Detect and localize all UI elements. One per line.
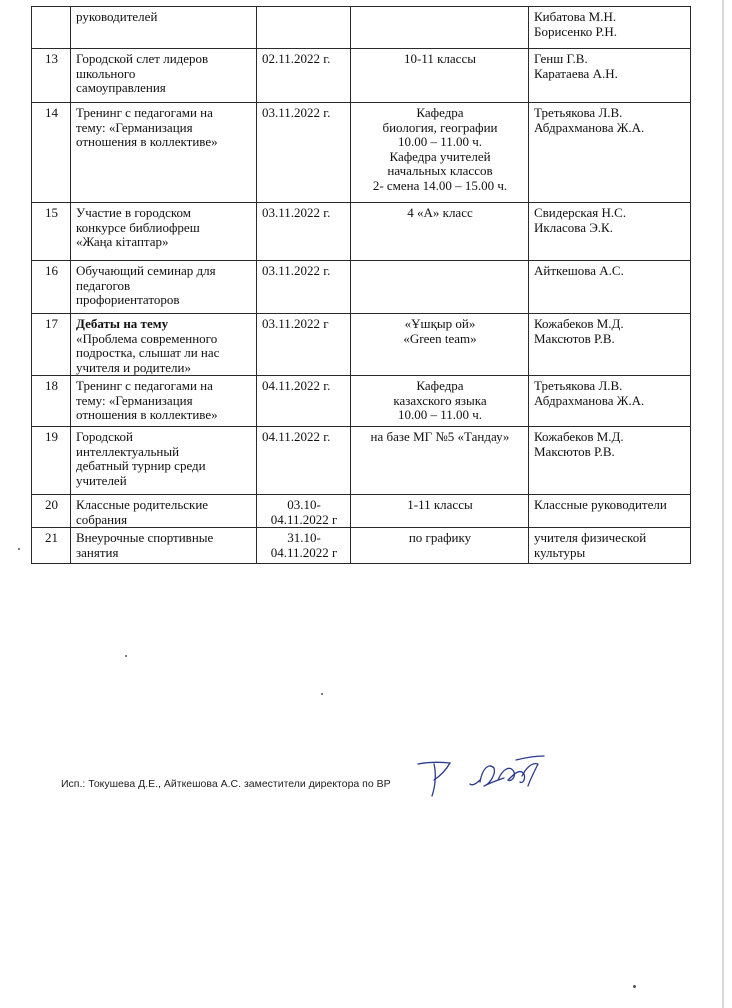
footer-executors: Исп.: Токушева Д.Е., Айткешова А.С. заместители директора по ВР xyxy=(61,778,391,790)
cell-line: руководителей xyxy=(76,9,158,24)
responsible-cell xyxy=(529,314,691,376)
cell-line: тему: «Германизация xyxy=(76,119,193,135)
cell-line: «Проблема современного xyxy=(76,330,218,346)
scan-speck xyxy=(633,985,636,988)
row-number: 19 xyxy=(32,427,71,495)
cell-line: Обучающий семинар для xyxy=(76,263,216,278)
row-number xyxy=(32,7,71,49)
row-number: 16 xyxy=(32,261,71,314)
cell-line: «Жаңа кітаптар» xyxy=(76,234,169,249)
participants-cell xyxy=(351,203,529,261)
cell-line: Свидерская Н.С. xyxy=(534,205,627,220)
participants-cell xyxy=(351,7,529,49)
responsible-cell xyxy=(529,203,691,261)
row-number: 13 xyxy=(32,49,71,103)
cell-line: 31.10- xyxy=(287,530,321,545)
cell-line: Максютов Р.В. xyxy=(534,443,615,459)
cell-line: отношения в коллективе» xyxy=(76,407,218,422)
cell-line: 1-11 классы xyxy=(407,497,473,512)
participants-cell xyxy=(351,427,529,495)
date-cell xyxy=(257,495,351,528)
scan-speck xyxy=(321,693,323,695)
participants-cell xyxy=(351,261,529,314)
event-name-cell xyxy=(71,203,257,261)
cell-line: самоуправления xyxy=(76,80,166,95)
row-number: 21 xyxy=(32,528,71,564)
cell-line: 10.00 – 11.00 ч. xyxy=(397,134,483,149)
event-name-cell xyxy=(71,528,257,564)
date-cell xyxy=(257,427,351,495)
cell-line: 04.11.2022 г. xyxy=(262,429,331,444)
cell-line: казахского языка xyxy=(393,392,487,408)
cell-line: Абдрахманова Ж.А. xyxy=(534,119,645,135)
cell-line: «Green team» xyxy=(403,330,477,346)
cell-line: Внеурочные спортивные xyxy=(76,530,214,545)
page-edge-shadow xyxy=(722,0,724,1008)
event-schedule-body xyxy=(32,7,691,564)
cell-line: учителей xyxy=(76,472,127,488)
cell-line: тему: «Германизация xyxy=(76,392,193,408)
participants-cell xyxy=(351,376,529,427)
cell-line: 03.11.2022 г. xyxy=(262,105,331,120)
row-number: 15 xyxy=(32,203,71,261)
cell-line: Айткешова А.С. xyxy=(534,263,624,278)
cell-line: 04.11.2022 г xyxy=(270,544,338,560)
cell-line: 03.10- xyxy=(287,497,321,512)
cell-line: Классные родительские xyxy=(76,497,209,512)
table-row xyxy=(32,495,691,528)
cell-line: Генш Г.В. xyxy=(534,51,588,66)
responsible-cell xyxy=(529,427,691,495)
responsible-cell xyxy=(529,7,691,49)
cell-line: 2- смена 14.00 – 15.00 ч. xyxy=(372,177,508,193)
cell-line: Кибатова М.Н. xyxy=(534,9,617,24)
event-name-cell xyxy=(71,376,257,427)
date-cell xyxy=(257,314,351,376)
cell-line: конкурсе библиофреш xyxy=(76,219,200,235)
table-row xyxy=(32,314,691,376)
cell-line: подростка, слышат ли нас xyxy=(76,345,220,360)
cell-line: на базе МГ №5 «Тандау» xyxy=(370,429,510,444)
table-row xyxy=(32,376,691,427)
cell-line: 03.11.2022 г. xyxy=(262,205,331,220)
cell-line: Городской xyxy=(76,429,133,444)
cell-line: по графику xyxy=(408,530,472,545)
date-cell xyxy=(257,528,351,564)
row-number: 17 xyxy=(32,314,71,376)
cell-line: Тренинг с педагогами на xyxy=(76,105,213,120)
handwritten-signature-icon xyxy=(410,750,560,800)
cell-line: 10-11 классы xyxy=(404,51,476,66)
cell-line: интеллектуальный xyxy=(76,443,180,459)
event-name-cell xyxy=(71,314,257,376)
cell-line: отношения в коллективе» xyxy=(76,134,218,149)
cell-line: Каратаева А.Н. xyxy=(534,65,618,81)
scan-speck xyxy=(125,655,127,657)
responsible-cell xyxy=(529,376,691,427)
cell-line: Кожабеков М.Д. xyxy=(534,429,624,444)
cell-line: Кафедра xyxy=(416,105,464,120)
table-row xyxy=(32,427,691,495)
cell-line: 10.00 – 11.00 ч. xyxy=(397,407,483,422)
cell-line: культуры xyxy=(534,544,586,560)
table-row xyxy=(32,103,691,203)
cell-line: собрания xyxy=(76,511,128,527)
cell-line: 02.11.2022 г. xyxy=(262,51,331,66)
cell-line: Икласова Э.К. xyxy=(534,219,613,235)
table-row xyxy=(32,528,691,564)
cell-line: Третьякова Л.В. xyxy=(534,105,623,120)
responsible-cell xyxy=(529,495,691,528)
cell-line: 03.11.2022 г. xyxy=(262,263,331,278)
event-name-cell xyxy=(71,261,257,314)
responsible-cell xyxy=(529,49,691,103)
cell-line: Классные руководители xyxy=(534,497,667,512)
cell-line: дебатный турнир среди xyxy=(76,458,206,473)
row-number: 14 xyxy=(32,103,71,203)
responsible-cell xyxy=(529,261,691,314)
date-cell xyxy=(257,203,351,261)
participants-cell xyxy=(351,103,529,203)
cell-line: Третьякова Л.В. xyxy=(534,378,623,393)
cell-line: 4 «А» класс xyxy=(407,205,473,220)
date-cell xyxy=(257,376,351,427)
responsible-cell xyxy=(529,528,691,564)
cell-line: учителя физической xyxy=(534,530,647,545)
participants-cell xyxy=(351,528,529,564)
row-number: 20 xyxy=(32,495,71,528)
cell-line: профориентаторов xyxy=(76,292,180,307)
table-row xyxy=(32,261,691,314)
row-number: 18 xyxy=(32,376,71,427)
cell-line: начальных классов xyxy=(387,163,493,178)
cell-line: Участие в городском xyxy=(76,205,191,220)
cell-line: занятия xyxy=(76,544,119,560)
cell-line: 04.11.2022 г xyxy=(270,511,338,527)
date-cell xyxy=(257,261,351,314)
cell-line: Кафедра учителей xyxy=(389,148,491,164)
cell-line: «Ұшқыр ой» xyxy=(404,316,476,331)
cell-line: учителя и родители» xyxy=(76,359,191,375)
event-name-cell xyxy=(71,427,257,495)
cell-line: Кафедра xyxy=(416,378,464,393)
cell-line: биология, географии xyxy=(382,119,498,135)
cell-line: Борисенко Р.Н. xyxy=(534,23,617,39)
cell-line: Кожабеков М.Д. xyxy=(534,316,624,331)
responsible-cell xyxy=(529,103,691,203)
event-schedule-table xyxy=(31,6,691,564)
cell-line: школьного xyxy=(76,65,136,81)
cell-line: Максютов Р.В. xyxy=(534,330,615,346)
participants-cell xyxy=(351,495,529,528)
cell-line: Абдрахманова Ж.А. xyxy=(534,392,645,408)
table-row xyxy=(32,7,691,49)
cell-line: Тренинг с педагогами на xyxy=(76,378,213,393)
date-cell xyxy=(257,7,351,49)
event-name-cell xyxy=(71,7,257,49)
table-row xyxy=(32,49,691,103)
cell-line: 04.11.2022 г. xyxy=(262,378,331,393)
event-name-cell xyxy=(71,49,257,103)
date-cell xyxy=(257,103,351,203)
date-cell xyxy=(257,49,351,103)
cell-line: Городской слет лидеров xyxy=(76,51,209,66)
cell-line: педагогов xyxy=(76,277,131,293)
event-name-cell xyxy=(71,103,257,203)
participants-cell xyxy=(351,49,529,103)
table-row xyxy=(32,203,691,261)
cell-line: 03.11.2022 г xyxy=(262,316,329,331)
scan-speck xyxy=(18,548,20,550)
event-bold-title: Дебаты на тему xyxy=(76,316,169,331)
participants-cell xyxy=(351,314,529,376)
event-name-cell xyxy=(71,495,257,528)
